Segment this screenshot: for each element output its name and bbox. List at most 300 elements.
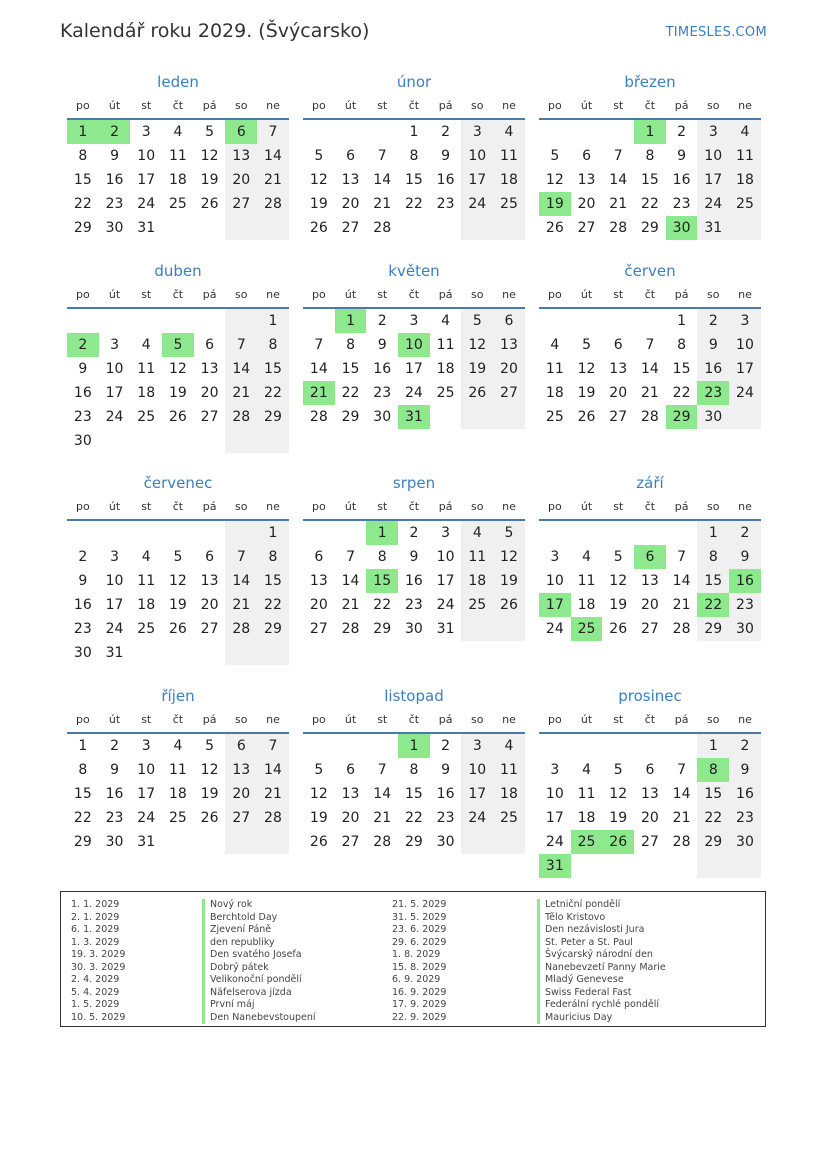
day-cell[interactable]: 15 — [366, 569, 398, 593]
day-cell[interactable]: 29 — [257, 617, 289, 641]
day-cell[interactable]: 30 — [105, 220, 124, 236]
day-cell[interactable]: 12 — [168, 573, 187, 589]
day-cell[interactable]: 15 — [404, 172, 423, 188]
day-cell[interactable]: 15 — [341, 361, 360, 377]
day-cell[interactable]: 23 — [436, 810, 455, 826]
day-cell[interactable]: 7 — [257, 734, 289, 758]
day-cell[interactable]: 28 — [373, 220, 392, 236]
day-cell[interactable]: 18 — [137, 597, 156, 613]
day-cell[interactable]: 29 — [697, 617, 729, 641]
day-cell[interactable]: 15 — [672, 361, 691, 377]
day-cell[interactable]: 10 — [436, 549, 455, 565]
day-cell[interactable]: 29 — [666, 405, 698, 429]
day-cell[interactable]: 26 — [200, 810, 219, 826]
day-cell[interactable]: 19 — [493, 569, 525, 593]
day-cell[interactable]: 26 — [200, 196, 219, 212]
day-cell[interactable]: 2 — [78, 549, 88, 565]
day-cell[interactable]: 16 — [436, 172, 455, 188]
day-cell[interactable]: 2 — [441, 738, 451, 754]
day-cell[interactable]: 9 — [441, 148, 451, 164]
day-cell[interactable]: 10 — [137, 148, 156, 164]
day-cell[interactable]: 22 — [373, 597, 392, 613]
day-cell[interactable]: 21 — [373, 810, 392, 826]
day-cell[interactable]: 19 — [200, 172, 219, 188]
day-cell[interactable]: 6 — [205, 337, 215, 353]
day-cell[interactable]: 1 — [366, 521, 398, 545]
day-cell[interactable]: 21 — [640, 385, 659, 401]
day-cell[interactable]: 10 — [398, 333, 430, 357]
day-cell[interactable]: 1 — [78, 738, 88, 754]
day-cell[interactable]: 27 — [640, 621, 659, 637]
day-cell[interactable]: 18 — [168, 172, 187, 188]
day-cell[interactable]: 12 — [493, 545, 525, 569]
day-cell[interactable]: 17 — [105, 597, 124, 613]
day-cell[interactable]: 28 — [609, 220, 628, 236]
day-cell[interactable]: 9 — [78, 361, 88, 377]
day-cell[interactable]: 11 — [577, 786, 596, 802]
day-cell[interactable]: 21 — [225, 381, 257, 405]
day-cell[interactable]: 7 — [314, 337, 324, 353]
day-cell[interactable]: 27 — [341, 834, 360, 850]
day-cell[interactable]: 3 — [550, 549, 560, 565]
day-cell[interactable]: 19 — [168, 385, 187, 401]
day-cell[interactable]: 1 — [335, 309, 367, 333]
day-cell[interactable]: 25 — [545, 409, 564, 425]
day-cell[interactable]: 12 — [200, 148, 219, 164]
day-cell[interactable]: 24 — [137, 810, 156, 826]
day-cell[interactable]: 26 — [602, 830, 634, 854]
day-cell[interactable]: 5 — [205, 124, 215, 140]
day-cell[interactable]: 19 — [609, 597, 628, 613]
day-cell[interactable]: 30 — [73, 433, 92, 449]
day-cell[interactable]: 5 — [461, 309, 493, 333]
day-cell[interactable]: 20 — [640, 810, 659, 826]
day-cell[interactable]: 24 — [545, 834, 564, 850]
day-cell[interactable]: 23 — [105, 810, 124, 826]
day-cell[interactable]: 17 — [461, 168, 493, 192]
day-cell[interactable]: 3 — [110, 549, 119, 565]
day-cell[interactable]: 25 — [168, 810, 187, 826]
day-cell[interactable]: 18 — [729, 168, 761, 192]
day-cell[interactable]: 6 — [314, 549, 324, 565]
day-cell[interactable]: 11 — [461, 545, 493, 569]
day-cell[interactable]: 7 — [377, 762, 387, 778]
day-cell[interactable]: 16 — [105, 786, 124, 802]
day-cell[interactable]: 1 — [634, 120, 666, 144]
day-cell[interactable]: 26 — [545, 220, 564, 236]
day-cell[interactable]: 6 — [645, 762, 655, 778]
day-cell[interactable]: 26 — [493, 593, 525, 617]
day-cell[interactable]: 4 — [441, 313, 451, 329]
day-cell[interactable]: 28 — [257, 192, 289, 216]
day-cell[interactable]: 9 — [677, 148, 687, 164]
day-cell[interactable]: 16 — [373, 361, 392, 377]
day-cell[interactable]: 29 — [697, 830, 729, 854]
day-cell[interactable]: 12 — [461, 333, 493, 357]
day-cell[interactable]: 19 — [539, 192, 571, 216]
day-cell[interactable]: 24 — [105, 409, 124, 425]
day-cell[interactable]: 10 — [697, 144, 729, 168]
day-cell[interactable]: 7 — [677, 762, 687, 778]
day-cell[interactable]: 31 — [137, 220, 156, 236]
day-cell[interactable]: 2 — [697, 309, 729, 333]
day-cell[interactable]: 8 — [677, 337, 687, 353]
day-cell[interactable]: 2 — [409, 525, 419, 541]
day-cell[interactable]: 14 — [225, 357, 257, 381]
day-cell[interactable]: 5 — [493, 521, 525, 545]
day-cell[interactable]: 15 — [640, 172, 659, 188]
day-cell[interactable]: 25 — [137, 409, 156, 425]
day-cell[interactable]: 2 — [110, 738, 119, 754]
day-cell[interactable]: 3 — [441, 525, 451, 541]
day-cell[interactable]: 27 — [200, 409, 219, 425]
day-cell[interactable]: 18 — [493, 168, 525, 192]
day-cell[interactable]: 12 — [309, 786, 328, 802]
day-cell[interactable]: 28 — [373, 834, 392, 850]
day-cell[interactable]: 20 — [309, 597, 328, 613]
day-cell[interactable]: 22 — [672, 385, 691, 401]
day-cell[interactable]: 25 — [168, 196, 187, 212]
day-cell[interactable]: 3 — [461, 120, 493, 144]
day-cell[interactable]: 18 — [436, 361, 455, 377]
day-cell[interactable]: 17 — [436, 573, 455, 589]
day-cell[interactable]: 28 — [225, 405, 257, 429]
day-cell[interactable]: 15 — [73, 786, 92, 802]
day-cell[interactable]: 19 — [577, 385, 596, 401]
day-cell[interactable]: 11 — [577, 573, 596, 589]
day-cell[interactable]: 7 — [645, 337, 655, 353]
day-cell[interactable]: 24 — [436, 597, 455, 613]
day-cell[interactable]: 4 — [173, 738, 183, 754]
day-cell[interactable]: 16 — [729, 782, 761, 806]
day-cell[interactable]: 16 — [73, 385, 92, 401]
day-cell[interactable]: 5 — [314, 148, 324, 164]
day-cell[interactable]: 21 — [341, 597, 360, 613]
day-cell[interactable]: 9 — [409, 549, 419, 565]
day-cell[interactable]: 7 — [377, 148, 387, 164]
day-cell[interactable]: 4 — [461, 521, 493, 545]
day-cell[interactable]: 30 — [729, 830, 761, 854]
day-cell[interactable]: 10 — [461, 758, 493, 782]
day-cell[interactable]: 20 — [341, 196, 360, 212]
day-cell[interactable]: 13 — [225, 144, 257, 168]
day-cell[interactable]: 29 — [73, 220, 92, 236]
day-cell[interactable]: 2 — [677, 124, 687, 140]
day-cell[interactable]: 24 — [461, 806, 493, 830]
day-cell[interactable]: 30 — [105, 834, 124, 850]
day-cell[interactable]: 2 — [377, 313, 387, 329]
day-cell[interactable]: 25 — [461, 593, 493, 617]
day-cell[interactable]: 5 — [162, 333, 194, 357]
day-cell[interactable]: 29 — [640, 220, 659, 236]
day-cell[interactable]: 18 — [461, 569, 493, 593]
day-cell[interactable]: 4 — [141, 337, 151, 353]
day-cell[interactable]: 16 — [729, 569, 761, 593]
day-cell[interactable]: 20 — [341, 810, 360, 826]
day-cell[interactable]: 26 — [309, 834, 328, 850]
day-cell[interactable]: 4 — [729, 120, 761, 144]
day-cell[interactable]: 13 — [577, 172, 596, 188]
day-cell[interactable]: 14 — [257, 144, 289, 168]
day-cell[interactable]: 5 — [550, 148, 560, 164]
day-cell[interactable]: 16 — [697, 357, 729, 381]
day-cell[interactable]: 4 — [141, 549, 151, 565]
day-cell[interactable]: 21 — [672, 597, 691, 613]
day-cell[interactable]: 8 — [377, 549, 387, 565]
day-cell[interactable]: 11 — [168, 762, 187, 778]
day-cell[interactable]: 8 — [78, 762, 88, 778]
day-cell[interactable]: 22 — [341, 385, 360, 401]
day-cell[interactable]: 13 — [309, 573, 328, 589]
day-cell[interactable]: 1 — [257, 309, 289, 333]
day-cell[interactable]: 13 — [341, 172, 360, 188]
day-cell[interactable]: 20 — [225, 168, 257, 192]
day-cell[interactable]: 21 — [257, 782, 289, 806]
day-cell[interactable]: 19 — [200, 786, 219, 802]
day-cell[interactable]: 17 — [461, 782, 493, 806]
day-cell[interactable]: 26 — [168, 409, 187, 425]
day-cell[interactable]: 4 — [550, 337, 560, 353]
day-cell[interactable]: 28 — [672, 621, 691, 637]
day-cell[interactable]: 9 — [110, 762, 119, 778]
day-cell[interactable]: 3 — [550, 762, 560, 778]
day-cell[interactable]: 30 — [404, 621, 423, 637]
day-cell[interactable]: 31 — [105, 645, 124, 661]
day-cell[interactable]: 26 — [609, 621, 628, 637]
day-cell[interactable]: 23 — [729, 593, 761, 617]
day-cell[interactable]: 4 — [173, 124, 183, 140]
day-cell[interactable]: 1 — [67, 120, 99, 144]
day-cell[interactable]: 12 — [609, 573, 628, 589]
day-cell[interactable]: 31 — [436, 621, 455, 637]
day-cell[interactable]: 14 — [373, 172, 392, 188]
day-cell[interactable]: 22 — [257, 593, 289, 617]
day-cell[interactable]: 25 — [137, 621, 156, 637]
day-cell[interactable]: 19 — [461, 357, 493, 381]
day-cell[interactable]: 30 — [729, 617, 761, 641]
day-cell[interactable]: 11 — [436, 337, 455, 353]
day-cell[interactable]: 11 — [545, 361, 564, 377]
day-cell[interactable]: 22 — [73, 810, 92, 826]
day-cell[interactable]: 24 — [545, 621, 564, 637]
day-cell[interactable]: 26 — [309, 220, 328, 236]
day-cell[interactable]: 7 — [346, 549, 355, 565]
day-cell[interactable]: 9 — [697, 333, 729, 357]
day-cell[interactable]: 14 — [225, 569, 257, 593]
day-cell[interactable]: 20 — [200, 385, 219, 401]
day-cell[interactable]: 24 — [137, 196, 156, 212]
day-cell[interactable]: 27 — [609, 409, 628, 425]
day-cell[interactable]: 30 — [436, 834, 455, 850]
day-cell[interactable]: 28 — [225, 617, 257, 641]
day-cell[interactable]: 13 — [225, 758, 257, 782]
day-cell[interactable]: 17 — [697, 168, 729, 192]
day-cell[interactable]: 23 — [729, 806, 761, 830]
day-cell[interactable]: 16 — [73, 597, 92, 613]
day-cell[interactable]: 4 — [493, 734, 525, 758]
day-cell[interactable]: 29 — [404, 834, 423, 850]
day-cell[interactable]: 27 — [640, 834, 659, 850]
day-cell[interactable]: 31 — [398, 405, 430, 429]
day-cell[interactable]: 7 — [257, 120, 289, 144]
day-cell[interactable]: 28 — [309, 409, 328, 425]
day-cell[interactable]: 10 — [545, 573, 564, 589]
day-cell[interactable]: 21 — [303, 381, 335, 405]
day-cell[interactable]: 8 — [257, 333, 289, 357]
day-cell[interactable]: 20 — [200, 597, 219, 613]
day-cell[interactable]: 20 — [493, 357, 525, 381]
day-cell[interactable]: 22 — [697, 806, 729, 830]
day-cell[interactable]: 23 — [105, 196, 124, 212]
day-cell[interactable]: 25 — [436, 385, 455, 401]
day-cell[interactable]: 6 — [346, 148, 355, 164]
day-cell[interactable]: 23 — [73, 621, 92, 637]
day-cell[interactable]: 6 — [613, 337, 623, 353]
day-cell[interactable]: 12 — [168, 361, 187, 377]
day-cell[interactable]: 9 — [78, 573, 88, 589]
day-cell[interactable]: 4 — [582, 762, 591, 778]
day-cell[interactable]: 8 — [697, 758, 729, 782]
day-cell[interactable]: 18 — [577, 597, 596, 613]
day-cell[interactable]: 23 — [697, 381, 729, 405]
day-cell[interactable]: 10 — [461, 144, 493, 168]
day-cell[interactable]: 27 — [225, 192, 257, 216]
day-cell[interactable]: 28 — [640, 409, 659, 425]
day-cell[interactable]: 22 — [404, 810, 423, 826]
day-cell[interactable]: 19 — [168, 597, 187, 613]
day-cell[interactable]: 3 — [409, 313, 419, 329]
day-cell[interactable]: 10 — [545, 786, 564, 802]
day-cell[interactable]: 8 — [257, 545, 289, 569]
day-cell[interactable]: 31 — [137, 834, 156, 850]
day-cell[interactable]: 25 — [729, 192, 761, 216]
day-cell[interactable]: 17 — [404, 361, 423, 377]
day-cell[interactable]: 18 — [493, 782, 525, 806]
day-cell[interactable]: 13 — [609, 361, 628, 377]
day-cell[interactable]: 16 — [672, 172, 691, 188]
day-cell[interactable]: 14 — [609, 172, 628, 188]
day-cell[interactable]: 26 — [577, 409, 596, 425]
day-cell[interactable]: 7 — [613, 148, 623, 164]
day-cell[interactable]: 24 — [729, 381, 761, 405]
day-cell[interactable]: 17 — [545, 810, 564, 826]
day-cell[interactable]: 27 — [493, 381, 525, 405]
day-cell[interactable]: 23 — [436, 196, 455, 212]
day-cell[interactable]: 29 — [257, 405, 289, 429]
day-cell[interactable]: 14 — [373, 786, 392, 802]
day-cell[interactable]: 24 — [404, 385, 423, 401]
day-cell[interactable]: 5 — [205, 738, 215, 754]
day-cell[interactable]: 15 — [697, 782, 729, 806]
day-cell[interactable]: 3 — [110, 337, 119, 353]
day-cell[interactable]: 15 — [257, 357, 289, 381]
day-cell[interactable]: 23 — [672, 196, 691, 212]
day-cell[interactable]: 11 — [729, 144, 761, 168]
day-cell[interactable]: 10 — [729, 333, 761, 357]
day-cell[interactable]: 14 — [672, 786, 691, 802]
day-cell[interactable]: 31 — [539, 854, 571, 878]
day-cell[interactable]: 25 — [493, 806, 525, 830]
day-cell[interactable]: 23 — [404, 597, 423, 613]
day-cell[interactable]: 19 — [609, 810, 628, 826]
day-cell[interactable]: 1 — [697, 521, 729, 545]
day-cell[interactable]: 18 — [545, 385, 564, 401]
day-cell[interactable]: 28 — [341, 621, 360, 637]
day-cell[interactable]: 24 — [461, 192, 493, 216]
day-cell[interactable]: 9 — [377, 337, 387, 353]
day-cell[interactable]: 8 — [346, 337, 355, 353]
day-cell[interactable]: 30 — [697, 405, 729, 429]
day-cell[interactable]: 7 — [225, 333, 257, 357]
day-cell[interactable]: 3 — [141, 124, 151, 140]
day-cell[interactable]: 14 — [257, 758, 289, 782]
day-cell[interactable]: 2 — [729, 521, 761, 545]
day-cell[interactable]: 1 — [697, 734, 729, 758]
day-cell[interactable]: 22 — [697, 593, 729, 617]
site-link[interactable]: TIMESLES.COM — [665, 25, 767, 40]
day-cell[interactable]: 22 — [640, 196, 659, 212]
day-cell[interactable]: 12 — [577, 361, 596, 377]
day-cell[interactable]: 18 — [168, 786, 187, 802]
day-cell[interactable]: 2 — [729, 734, 761, 758]
day-cell[interactable]: 5 — [314, 762, 324, 778]
day-cell[interactable]: 3 — [461, 734, 493, 758]
day-cell[interactable]: 8 — [409, 762, 419, 778]
day-cell[interactable]: 10 — [137, 762, 156, 778]
day-cell[interactable]: 3 — [697, 120, 729, 144]
day-cell[interactable]: 6 — [493, 309, 525, 333]
day-cell[interactable]: 30 — [666, 216, 698, 240]
day-cell[interactable]: 8 — [697, 545, 729, 569]
day-cell[interactable]: 21 — [373, 196, 392, 212]
day-cell[interactable]: 20 — [609, 385, 628, 401]
day-cell[interactable]: 17 — [729, 357, 761, 381]
day-cell[interactable]: 18 — [137, 385, 156, 401]
day-cell[interactable]: 14 — [309, 361, 328, 377]
day-cell[interactable]: 5 — [173, 549, 183, 565]
day-cell[interactable]: 1 — [398, 734, 430, 758]
day-cell[interactable]: 8 — [78, 148, 88, 164]
day-cell[interactable]: 11 — [493, 758, 525, 782]
day-cell[interactable]: 21 — [257, 168, 289, 192]
day-cell[interactable]: 6 — [205, 549, 215, 565]
day-cell[interactable]: 25 — [493, 192, 525, 216]
day-cell[interactable]: 17 — [137, 172, 156, 188]
day-cell[interactable]: 17 — [137, 786, 156, 802]
day-cell[interactable]: 13 — [200, 573, 219, 589]
day-cell[interactable]: 22 — [73, 196, 92, 212]
day-cell[interactable]: 14 — [341, 573, 360, 589]
day-cell[interactable]: 31 — [697, 216, 729, 240]
day-cell[interactable]: 12 — [309, 172, 328, 188]
day-cell[interactable]: 27 — [577, 220, 596, 236]
day-cell[interactable]: 20 — [577, 196, 596, 212]
day-cell[interactable]: 2 — [67, 333, 99, 357]
day-cell[interactable]: 21 — [672, 810, 691, 826]
day-cell[interactable]: 14 — [672, 573, 691, 589]
day-cell[interactable]: 25 — [571, 830, 603, 854]
day-cell[interactable]: 1 — [409, 124, 419, 140]
day-cell[interactable]: 26 — [168, 621, 187, 637]
day-cell[interactable]: 28 — [257, 806, 289, 830]
day-cell[interactable]: 16 — [105, 172, 124, 188]
day-cell[interactable]: 12 — [545, 172, 564, 188]
day-cell[interactable]: 6 — [225, 120, 257, 144]
day-cell[interactable]: 6 — [225, 734, 257, 758]
day-cell[interactable]: 9 — [441, 762, 451, 778]
day-cell[interactable]: 13 — [640, 786, 659, 802]
day-cell[interactable]: 2 — [99, 120, 131, 144]
